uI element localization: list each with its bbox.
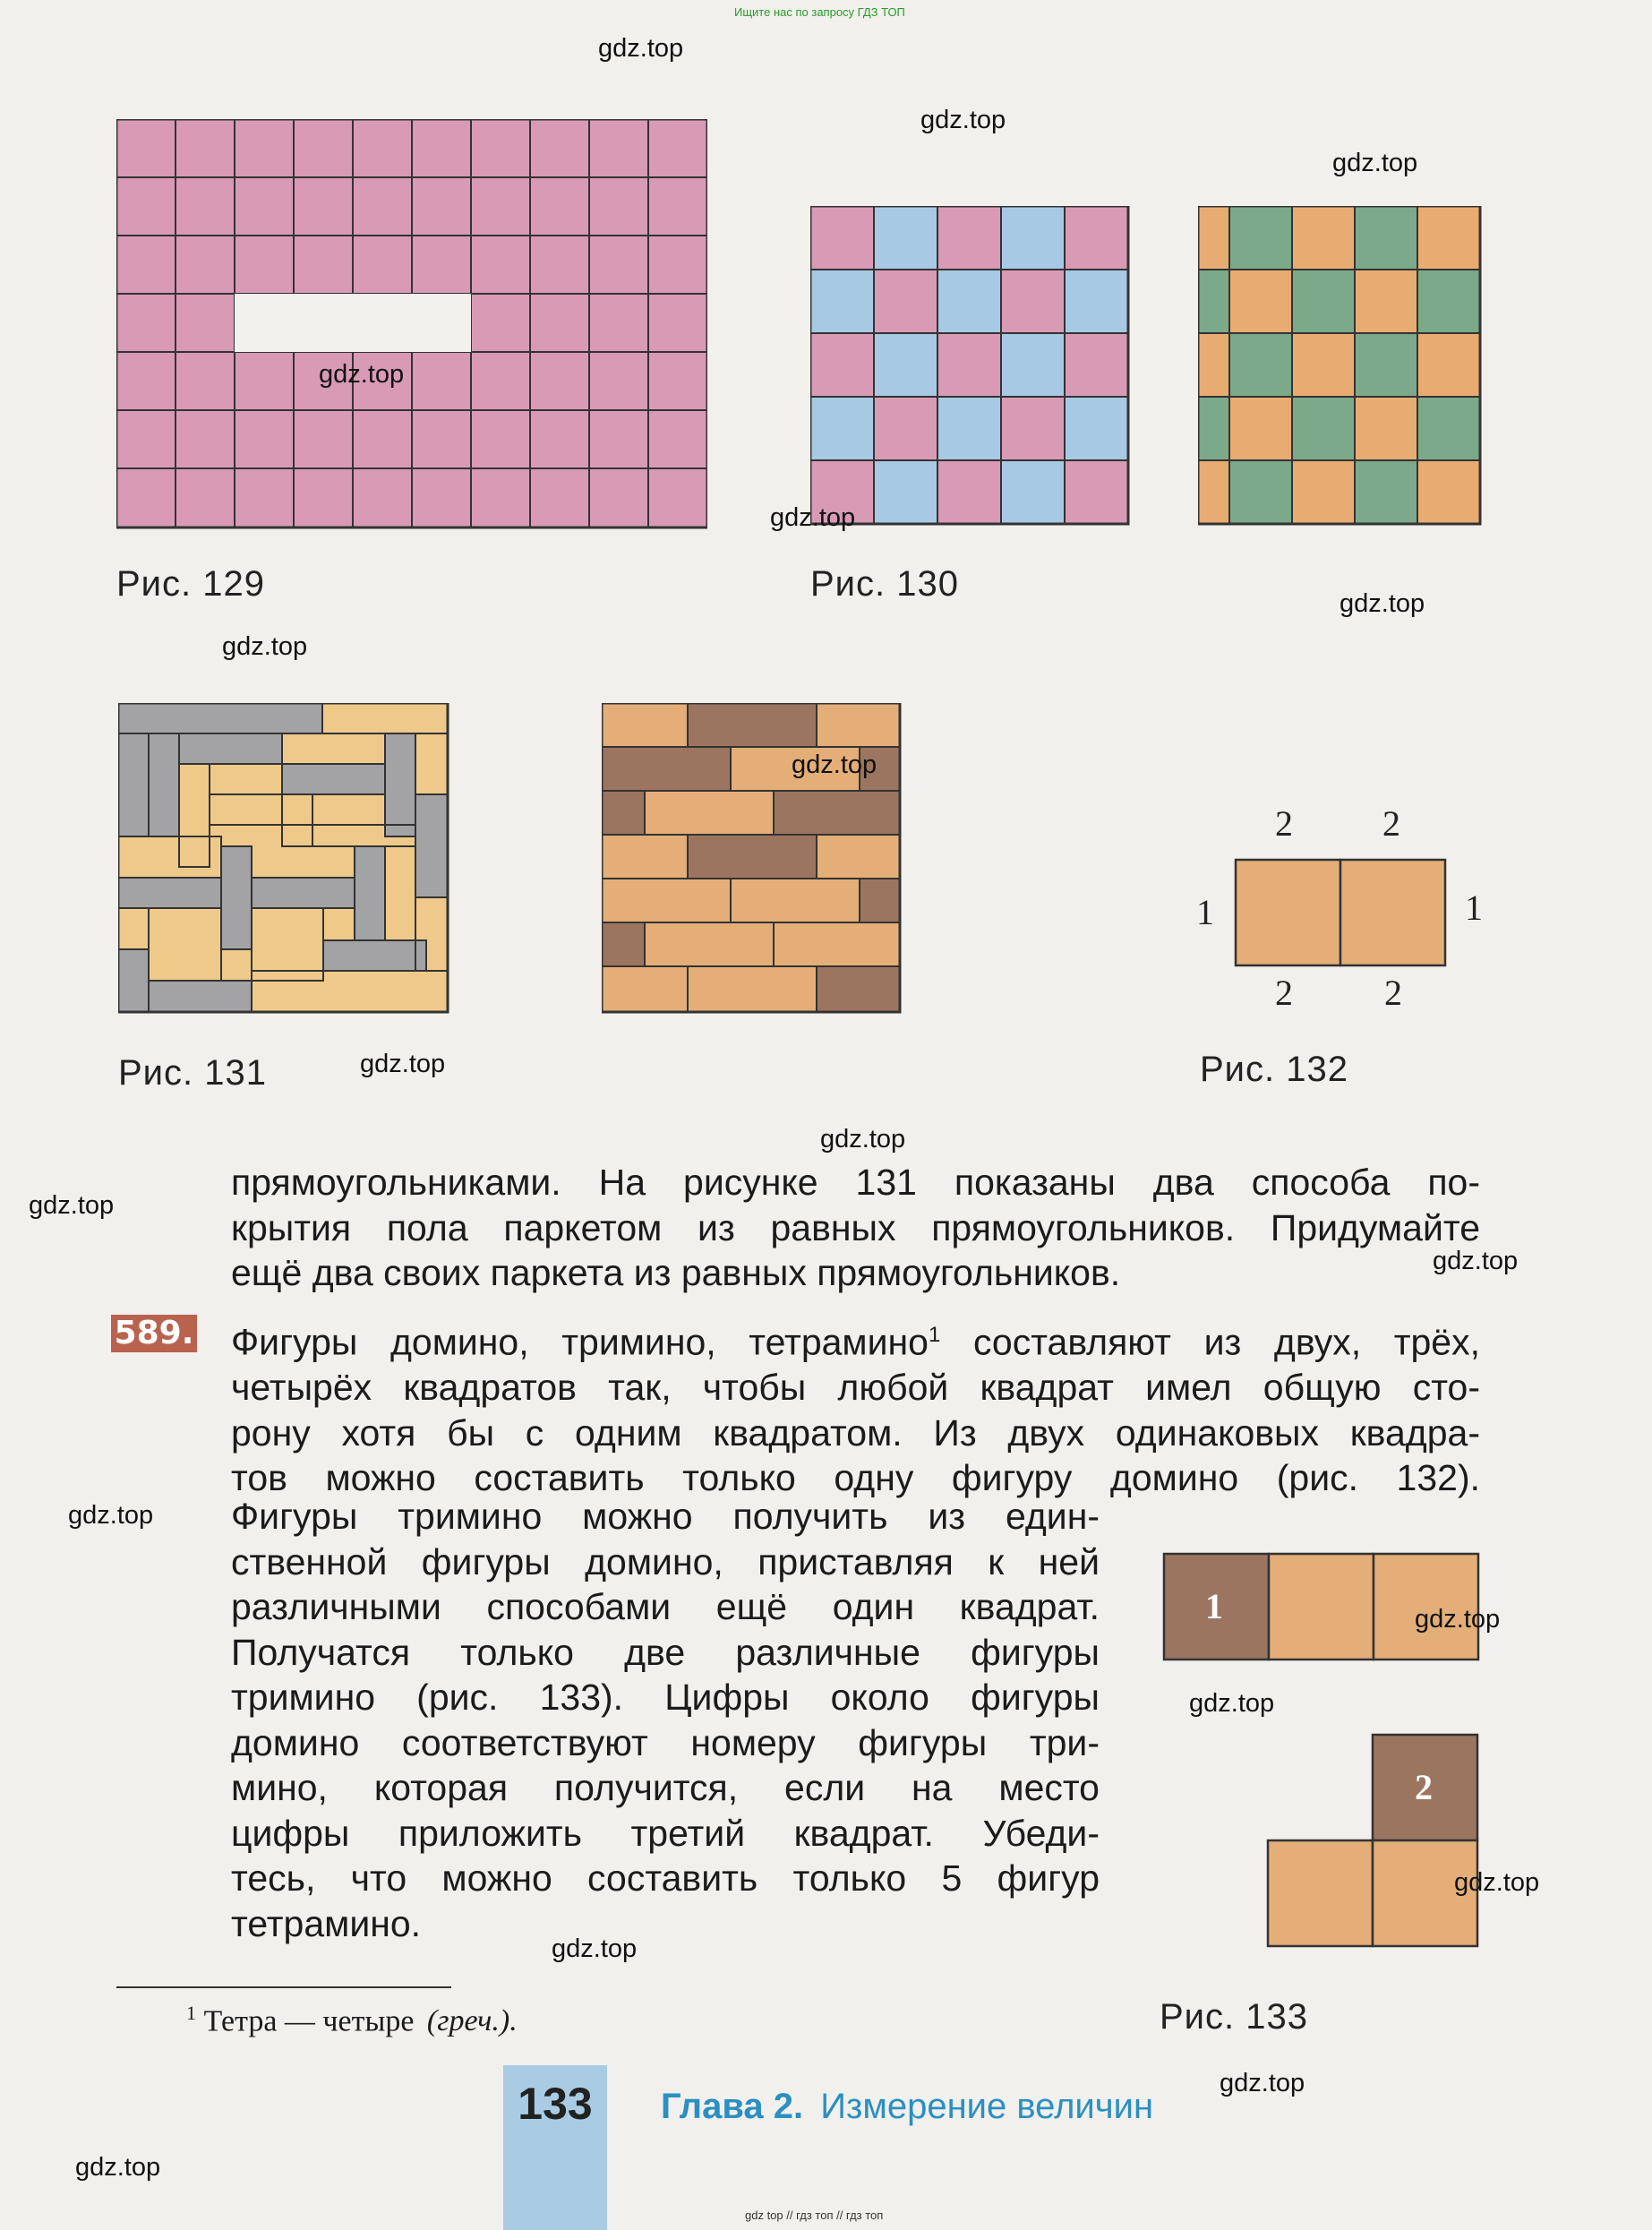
- chapter-heading: [661, 2087, 1153, 2127]
- exercise-first-line-tail: составляют из двух, трёх,: [940, 1321, 1480, 1363]
- figure-130: [810, 206, 1133, 528]
- text-line: ственной фигуры домино, приставляя к ней: [231, 1540, 1100, 1582]
- text-line: прямоугольниками. На рисунке 131 показаны два способа по-: [231, 1162, 1480, 1203]
- watermark: gdz.top: [1340, 589, 1425, 618]
- watermark: gdz.top: [1454, 1868, 1540, 1897]
- page-number: 133: [518, 2079, 593, 2129]
- figure-133-trimino-2: [1266, 1733, 1485, 1953]
- caption-fig133: Рис. 133: [1160, 1997, 1308, 2037]
- watermark: gdz.top: [222, 632, 308, 661]
- caption-fig131: Рис. 131: [118, 1053, 267, 1093]
- footnote-number: 1: [186, 2002, 196, 2024]
- footnote-rule: [116, 1986, 451, 1988]
- fig132-label-top-right: 2: [1382, 803, 1400, 844]
- watermark: gdz.top: [920, 106, 1006, 134]
- figure-131-herringbone: [118, 703, 449, 1016]
- watermark: gdz.top: [820, 1125, 906, 1154]
- fig133-label-1: 1: [1205, 1586, 1223, 1626]
- text-line: крытия пола паркетом из равных прямоугольников. Придумайте: [231, 1206, 1480, 1248]
- footnote-italic: (греч.).: [426, 2004, 518, 2038]
- figure-132-domino: [1234, 858, 1449, 969]
- text-line: ещё два своих паркета из равных прямоугольников.: [231, 1252, 1121, 1293]
- watermark: gdz.top: [1189, 1689, 1275, 1718]
- text-line: тесь, что можно составить только 5 фигур: [231, 1857, 1100, 1899]
- footnote: [186, 2002, 518, 2038]
- fig132-label-right: 1: [1465, 888, 1483, 928]
- text-line: различными способами ещё один квадрат.: [231, 1586, 1100, 1627]
- watermark: gdz.top: [319, 360, 405, 389]
- text-line-with-footnote: [231, 1313, 1480, 1365]
- fig133-label-2: 2: [1415, 1767, 1433, 1807]
- watermark: gdz.top: [598, 34, 684, 63]
- watermark: gdz.top: [1332, 149, 1418, 177]
- watermark: gdz.top: [770, 503, 856, 532]
- text-line: Получатся только две различные фигуры: [231, 1631, 1100, 1673]
- exercise-first-line: Фигуры домино, тримино, тетрамино: [231, 1321, 929, 1363]
- caption-fig130: Рис. 130: [810, 564, 959, 604]
- chapter-label: Глава 2.: [661, 2087, 804, 2126]
- footnote-text: Тетра — четыре: [203, 2004, 415, 2038]
- text-line: Фигуры тримино можно получить из един-: [231, 1496, 1100, 1537]
- figure-129: [116, 119, 707, 531]
- exercise-number-badge: 589.: [111, 1315, 197, 1352]
- footer-note: gdz top // гдз топ // гдз топ: [745, 2209, 884, 2222]
- watermark: gdz.top: [68, 1501, 154, 1530]
- watermark: gdz.top: [1220, 2069, 1305, 2097]
- watermark: gdz.top: [29, 1191, 115, 1220]
- text-line: четырёх квадратов так, чтобы любой квадрат имел общую сто-: [231, 1367, 1480, 1409]
- caption-fig132: Рис. 132: [1200, 1050, 1348, 1089]
- text-line: мино, которая получится, если на место: [231, 1767, 1100, 1808]
- watermark: gdz.top: [552, 1934, 638, 1963]
- watermark: gdz.top: [1415, 1605, 1501, 1634]
- text-line: рону хотя бы с одним квадратом. Из двух одинаковых квадра-: [231, 1411, 1480, 1454]
- text-line: тетрамино.: [231, 1902, 422, 1944]
- footnote-ref: 1: [928, 1323, 941, 1347]
- watermark: gdz.top: [1433, 1247, 1519, 1275]
- fig132-label-bottom-left: 2: [1275, 973, 1293, 1013]
- header-note: Ищите нас по запросу ГДЗ ТОП: [734, 5, 905, 19]
- exercise-589-narrow: [231, 1494, 1100, 1946]
- fig132-label-top-left: 2: [1275, 803, 1293, 844]
- chapter-title: Измерение величин: [820, 2087, 1154, 2126]
- caption-fig129: Рис. 129: [116, 564, 265, 604]
- text-line: тримино (рис. 133). Цифры около фигуры: [231, 1677, 1100, 1718]
- watermark: gdz.top: [360, 1050, 446, 1078]
- exercise-589-full-width: [231, 1313, 1480, 1501]
- text-line: тов можно составить только одну фигуру домино (рис. 132).: [231, 1457, 1480, 1499]
- watermark: gdz.top: [75, 2153, 161, 2182]
- text-line: домино соответствуют номеру фигуры три-: [231, 1721, 1100, 1763]
- fig132-label-left: 1: [1196, 892, 1214, 932]
- paragraph-continued: [231, 1160, 1480, 1296]
- fig132-label-bottom-right: 2: [1384, 973, 1402, 1013]
- figure-130-parquet: [1198, 206, 1485, 528]
- text-line: цифры приложить третий квадрат. Убеди-: [231, 1812, 1100, 1854]
- watermark: gdz.top: [792, 750, 877, 779]
